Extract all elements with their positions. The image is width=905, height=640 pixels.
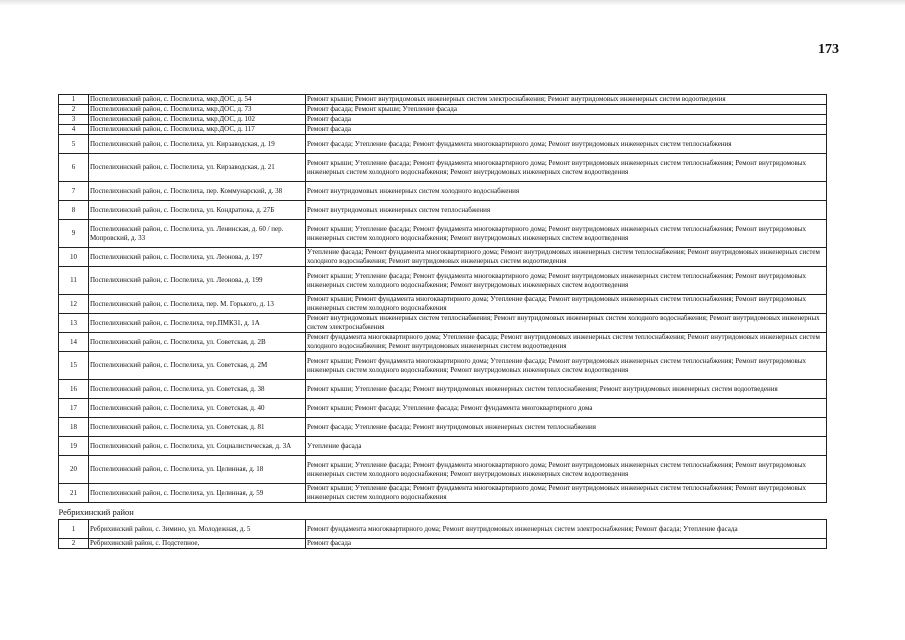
table-row: [59, 456, 827, 484]
row-works: Утепление фасада: [306, 437, 827, 456]
row-address: Ребрихинский район, с. Подстепное,: [89, 539, 306, 549]
row-works: Ремонт крыши; Ремонт фундамента многоквартирного дома; Утепление фасада; Ремонт внутридомовых инженерных систем теплоснабжения; Ремонт внутридомовых инженерных систем холодного водоснабжения; Ремонт внутридомовых инженерных систем водоотведения: [306, 352, 827, 380]
row-number: 19: [59, 437, 89, 456]
row-number: 6: [59, 154, 89, 182]
row-address: Поспелихинский район, с. Поспелиха, мкр.ДОС, д. 73: [89, 105, 306, 115]
row-address: Поспелихинский район, с. Поспелиха, пер. Коммунарский, д. 38: [89, 182, 306, 201]
row-works: Ремонт крыши; Ремонт внутридомовых инженерных систем электроснабжения; Ремонт внутридомовых инженерных систем водоотведения: [306, 95, 827, 105]
table-row: [59, 380, 827, 399]
table-row: [59, 418, 827, 437]
row-works: Ремонт фасада: [306, 115, 827, 125]
table-row: [59, 95, 827, 105]
row-address: Поспелихинский район, с. Поспелиха, ул. Кирзаводская, д. 19: [89, 135, 306, 154]
row-works: Ремонт крыши; Утепление фасада; Ремонт фундамента многоквартирного дома; Ремонт внутридомовых инженерных систем теплоснабжения; Ремонт внутридомовых инженерных систем холодного водоснабжения; Ремонт внутридомовых инженерных систем водоотведения: [306, 154, 827, 182]
table-row: [59, 333, 827, 352]
row-address: Поспелихинский район, с. Поспелиха, ул. Советская, д. 2В: [89, 333, 306, 352]
row-works: Ремонт фундамента многоквартирного дома; Ремонт внутридомовых инженерных систем электроснабжения; Ремонт фасада; Утепление фасада: [306, 520, 827, 539]
table-row: [59, 135, 827, 154]
row-number: 18: [59, 418, 89, 437]
table-row: [59, 539, 827, 549]
table-row: [59, 484, 827, 503]
row-address: Поспелихинский район, с. Поспелиха, мкр.ДОС, д. 54: [89, 95, 306, 105]
row-number: 8: [59, 201, 89, 220]
row-number: 10: [59, 248, 89, 267]
row-address: Поспелихинский район, с. Поспелиха, ул. Целинная, д. 18: [89, 456, 306, 484]
row-address: Поспелихинский район, с. Поспелиха, ул. Кирзаводская, д. 21: [89, 154, 306, 182]
table-row: [59, 182, 827, 201]
row-address: Поспелихинский район, с. Поспелиха, ул. Советская, д. 2М: [89, 352, 306, 380]
row-address: Поспелихинский район, с. Поспелиха, ул. Советская, д. 38: [89, 380, 306, 399]
row-works: Ремонт фасада: [306, 125, 827, 135]
table-row: [59, 154, 827, 182]
table-body-poselikha: [59, 95, 827, 503]
row-number: 2: [59, 539, 89, 549]
row-works: Ремонт внутридомовых инженерных систем холодного водоснабжения: [306, 182, 827, 201]
row-number: 2: [59, 105, 89, 115]
row-address: Поспелихинский район, с. Поспелиха, пер. М. Горького, д. 13: [89, 295, 306, 314]
row-works: Ремонт фасада; Ремонт крыши; Утепление фасада: [306, 105, 827, 115]
row-number: 7: [59, 182, 89, 201]
table-row: [59, 125, 827, 135]
table-row: [59, 267, 827, 295]
repair-table: [58, 94, 827, 549]
row-number: 21: [59, 484, 89, 503]
row-number: 12: [59, 295, 89, 314]
row-address: Поспелихинский район, с. Поспелиха, ул. Леонова, д. 197: [89, 248, 306, 267]
row-address: Ребрихинский район, с. Зимино, ул. Молодежная, д. 5: [89, 520, 306, 539]
page-number: 173: [818, 42, 839, 57]
row-number: 9: [59, 220, 89, 248]
row-number: 5: [59, 135, 89, 154]
row-number: 15: [59, 352, 89, 380]
row-number: 1: [59, 95, 89, 105]
row-address: Поспелихинский район, с. Поспелиха, ул. Ленинская, д. 60 / пер. Мопровский, д. 33: [89, 220, 306, 248]
section-header-body: [59, 503, 827, 520]
table-row: [59, 248, 827, 267]
row-works: Ремонт крыши; Утепление фасада; Ремонт фундамента многоквартирного дома; Ремонт внутридомовых инженерных систем теплоснабжения; Ремонт внутридомовых инженерных систем холодного водоснабжения: [306, 484, 827, 503]
table-row: [59, 201, 827, 220]
row-address: Поспелихинский район, с. Поспелиха, тер.ПМК31, д. 1А: [89, 314, 306, 333]
table-row: [59, 115, 827, 125]
section-title: Ребрихинский район: [59, 503, 827, 520]
table-row: [59, 399, 827, 418]
row-address: Поспелихинский район, с. Поспелиха, мкр.ДОС, д. 117: [89, 125, 306, 135]
row-number: 17: [59, 399, 89, 418]
row-number: 13: [59, 314, 89, 333]
row-address: Поспелихинский район, с. Поспелиха, ул. Советская, д. 40: [89, 399, 306, 418]
table-row: [59, 220, 827, 248]
table-row: [59, 520, 827, 539]
row-works: Ремонт крыши; Утепление фасада; Ремонт фундамента многоквартирного дома; Ремонт внутридомовых инженерных систем теплоснабжения; Ремонт внутридомовых инженерных систем холодного водоснабжения; Ремонт внутридомовых инженерных систем водоотведения: [306, 220, 827, 248]
row-works: Ремонт фундамента многоквартирного дома; Утепление фасада; Ремонт внутридомовых инженерных систем теплоснабжения; Ремонт внутридомовых инженерных систем холодного водоснабжения; Ремонт внутридомовых инженерных систем водоотведения: [306, 333, 827, 352]
row-works: Ремонт крыши; Утепление фасада; Ремонт внутридомовых инженерных систем теплоснабжения; Ремонт внутридомовых инженерных систем водоотведения: [306, 380, 827, 399]
row-works: Ремонт внутридомовых инженерных систем теплоснабжения; Ремонт внутридомовых инженерных систем холодного водоснабжения; Ремонт внутридомовых инженерных систем электроснабжения: [306, 314, 827, 333]
row-number: 16: [59, 380, 89, 399]
row-works: Ремонт крыши; Ремонт фасада; Утепление фасада; Ремонт фундамента многоквартирного дома: [306, 399, 827, 418]
row-works: Ремонт фасада; Утепление фасада; Ремонт внутридомовых инженерных систем теплоснабжения: [306, 418, 827, 437]
table-row: [59, 352, 827, 380]
section-row: [59, 503, 827, 520]
row-number: 3: [59, 115, 89, 125]
row-works: Ремонт фасада: [306, 539, 827, 549]
row-works: Ремонт крыши; Утепление фасада; Ремонт фундамента многоквартирного дома; Ремонт внутридомовых инженерных систем теплоснабжения; Ремонт внутридомовых инженерных систем холодного водоснабжения; Ремонт внутридомовых инженерных систем водоотведения: [306, 456, 827, 484]
row-address: Поспелихинский район, с. Поспелиха, мкр.ДОС, д. 102: [89, 115, 306, 125]
repair-table-container: [58, 94, 826, 549]
row-address: Поспелихинский район, с. Поспелиха, ул. Целинная, д. 59: [89, 484, 306, 503]
row-works: Ремонт фасада; Утепление фасада; Ремонт фундамента многоквартирного дома; Ремонт внутридомовых инженерных систем теплоснабжения: [306, 135, 827, 154]
scan-edge: [0, 0, 905, 6]
row-works: Утепление фасада; Ремонт фундамента многоквартирного дома; Ремонт внутридомовых инженерных систем теплоснабжения; Ремонт внутридомовых инженерных систем холодного водоснабжения; Ремонт внутридомовых инженерных систем водоотведения: [306, 248, 827, 267]
row-number: 20: [59, 456, 89, 484]
row-works: Ремонт крыши; Утепление фасада; Ремонт фундамента многоквартирного дома; Ремонт внутридомовых инженерных систем теплоснабжения; Ремонт внутридомовых инженерных систем холодного водоснабжения; Ремонт внутридомовых инженерных систем водоотведения: [306, 267, 827, 295]
table-row: [59, 105, 827, 115]
row-number: 14: [59, 333, 89, 352]
table-row: [59, 437, 827, 456]
table-row: [59, 295, 827, 314]
row-number: 11: [59, 267, 89, 295]
row-address: Поспелихинский район, с. Поспелиха, ул. Социалистическая, д. 3А: [89, 437, 306, 456]
row-address: Поспелихинский район, с. Поспелиха, ул. Леонова, д. 199: [89, 267, 306, 295]
row-number: 1: [59, 520, 89, 539]
row-works: Ремонт крыши; Ремонт фундамента многоквартирного дома; Утепление фасада; Ремонт внутридомовых инженерных систем теплоснабжения; Ремонт внутридомовых инженерных систем холодного водоснабжения: [306, 295, 827, 314]
table-row: [59, 314, 827, 333]
table-body-rebrikha: [59, 520, 827, 549]
row-works: Ремонт внутридомовых инженерных систем теплоснабжения: [306, 201, 827, 220]
row-number: 4: [59, 125, 89, 135]
row-address: Поспелихинский район, с. Поспелиха, ул. Кондратюка, д. 27Б: [89, 201, 306, 220]
row-address: Поспелихинский район, с. Поспелиха, ул. Советская, д. 81: [89, 418, 306, 437]
